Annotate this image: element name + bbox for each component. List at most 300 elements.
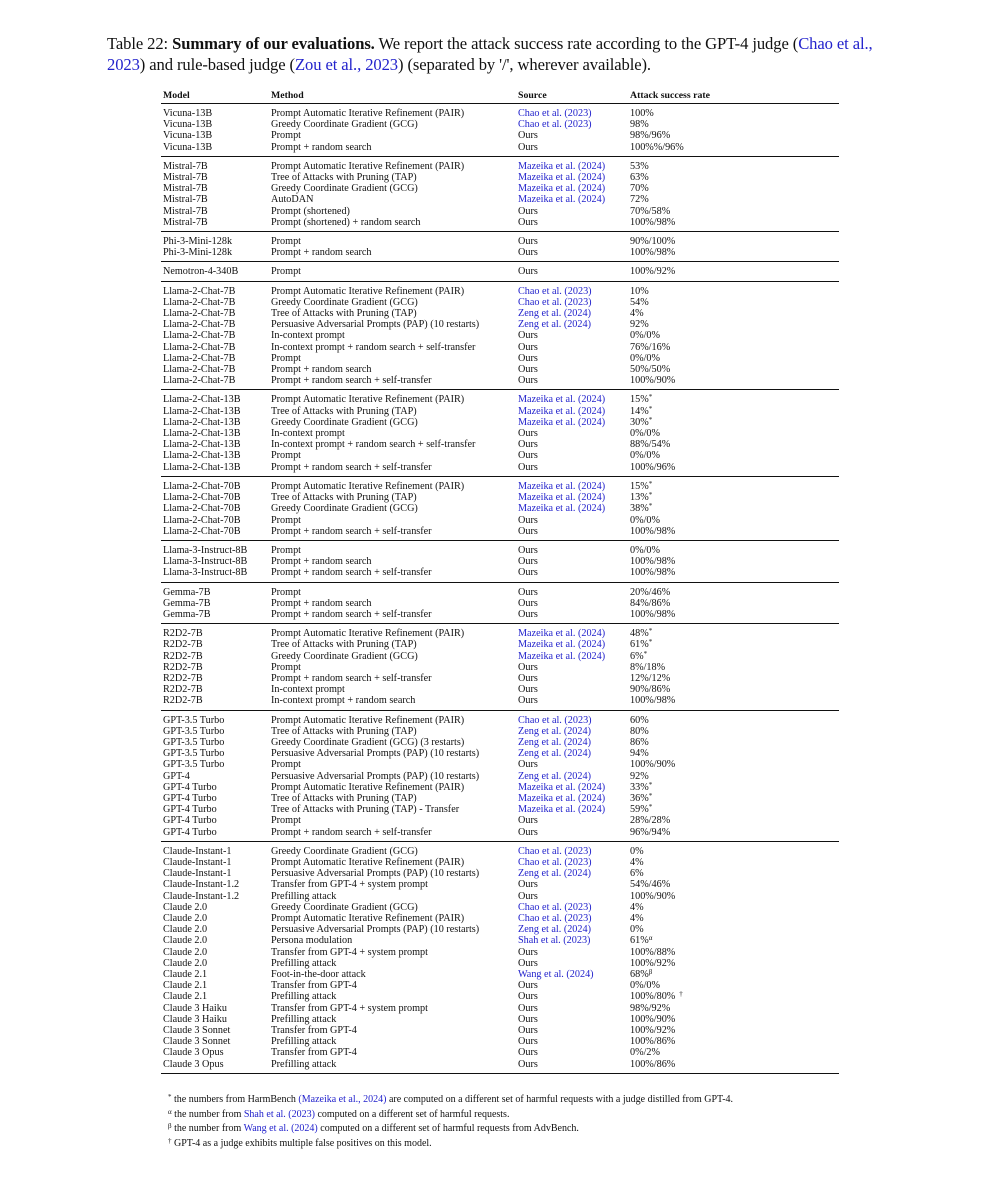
cell-source-citation[interactable]: Mazeika et al. (2024) — [518, 183, 606, 195]
table-row — [161, 748, 839, 759]
cell-model: Claude 2.1 — [163, 991, 208, 1003]
cell-source-citation[interactable]: Mazeika et al. (2024) — [518, 492, 606, 504]
asr-value: 13% — [630, 492, 649, 504]
table-row — [161, 868, 839, 879]
table-row — [161, 662, 839, 673]
cell-method: Prompt Automatic Iterative Refinement (PAIR) — [271, 394, 465, 406]
cell-method: Greedy Coordinate Gradient (GCG) — [271, 296, 418, 308]
cell-method: Persona modulation — [271, 935, 353, 947]
cell-source-citation[interactable]: Chao et al. (2023) — [518, 296, 592, 308]
cell-source-citation[interactable]: Mazeika et al. (2024) — [518, 160, 606, 172]
asr-value: 100%/92% — [630, 266, 676, 278]
cell-source-citation[interactable]: Mazeika et al. (2024) — [518, 792, 606, 804]
cell-model: Llama-2-Chat-13B — [163, 416, 241, 428]
asr-value: 15% — [630, 480, 649, 492]
cell-attack-success-rate — [628, 684, 839, 695]
cell-model: Claude 2.0 — [163, 946, 208, 958]
cell-source-citation[interactable]: Chao et al. (2023) — [518, 714, 592, 726]
cell-attack-success-rate — [628, 913, 839, 924]
cell-source-citation[interactable]: Chao et al. (2023) — [518, 108, 592, 119]
cell-source: Ours — [518, 980, 538, 992]
cell-source: Ours — [518, 205, 538, 217]
caption-citation-zou[interactable]: Zou et al., 2023 — [294, 55, 398, 74]
asr-value: 0% — [630, 924, 644, 936]
footnote-judge-false-positives — [168, 1137, 848, 1152]
cell-source-citation[interactable]: Mazeika et al. (2024) — [518, 394, 606, 406]
cell-attack-success-rate — [628, 891, 839, 902]
asr-value: 0%/2% — [630, 1047, 660, 1059]
asr-value: 92% — [630, 319, 649, 331]
cell-source: Ours — [518, 439, 538, 451]
asr-value: 88%/54% — [630, 439, 671, 451]
cell-method: Prompt Automatic Iterative Refinement (PAIR) — [271, 714, 465, 726]
cell-model: Claude 2.0 — [163, 957, 208, 969]
asr-footnote-mark: * — [648, 638, 653, 647]
cell-model: GPT-4 Turbo — [163, 781, 217, 793]
cell-source-citation[interactable]: Zeng et al. (2024) — [518, 736, 591, 748]
cell-source: Ours — [518, 759, 538, 771]
asr-value: 100%/92% — [630, 957, 676, 969]
table-row — [161, 737, 839, 748]
table-row — [161, 319, 839, 330]
cell-source-citation[interactable]: Shah et al. (2023) — [518, 935, 591, 947]
asr-footnote-mark: * — [648, 479, 653, 488]
cell-attack-success-rate — [628, 639, 839, 650]
cell-attack-success-rate — [628, 492, 839, 503]
cell-source-citation[interactable]: Mazeika et al. (2024) — [518, 639, 606, 651]
table-row — [161, 462, 839, 477]
footnote-citation[interactable]: Wang et al. (2024) — [243, 1123, 318, 1134]
cell-source-citation[interactable]: Mazeika et al. (2024) — [518, 781, 606, 793]
cell-model: GPT-3.5 Turbo — [163, 725, 225, 737]
cell-attack-success-rate — [628, 330, 839, 341]
cell-method: Prefilling attack — [269, 1059, 516, 1074]
table-row — [161, 1025, 839, 1036]
cell-model: GPT-3.5 Turbo — [163, 714, 225, 726]
cell-attack-success-rate — [628, 991, 839, 1002]
cell-source-citation[interactable]: Chao et al. (2023) — [518, 119, 592, 131]
cell-source-citation[interactable]: Chao et al. (2023) — [518, 901, 592, 913]
cell-model: Claude 2.0 — [163, 901, 208, 913]
table-row — [161, 947, 839, 958]
footnote-wang — [168, 1122, 848, 1137]
cell-source: Ours — [518, 684, 538, 696]
table-row — [161, 156, 839, 172]
cell-model: Claude-Instant-1 — [163, 868, 232, 880]
table-row — [161, 417, 839, 428]
cell-source: Ours — [518, 957, 538, 969]
asr-value: 4% — [630, 308, 644, 320]
cell-source-citation[interactable]: Mazeika et al. (2024) — [518, 194, 606, 206]
cell-source: Ours — [518, 428, 538, 440]
cell-source: Ours — [516, 262, 628, 281]
cell-model: Claude 3 Haiku — [163, 1013, 227, 1025]
cell-model: R2D2-7B — [163, 672, 203, 684]
asr-value: 68% — [630, 969, 649, 981]
cell-source: Ours — [516, 609, 628, 624]
cell-attack-success-rate — [628, 609, 839, 624]
cell-model: Mistral-7B — [161, 217, 269, 232]
cell-source: Ours — [516, 526, 628, 541]
asr-value: 0%/0% — [630, 428, 660, 440]
cell-source-citation[interactable]: Zeng et al. (2024) — [518, 868, 591, 880]
cell-method: Prompt — [271, 130, 302, 142]
cell-source: Ours — [518, 130, 538, 142]
cell-attack-success-rate — [628, 827, 839, 842]
table-row — [161, 651, 839, 662]
cell-attack-success-rate — [628, 710, 839, 726]
cell-model: Llama-2-Chat-7B — [163, 364, 236, 376]
asr-value: 60% — [630, 714, 649, 726]
cell-attack-success-rate — [628, 726, 839, 737]
asr-value: 61% — [630, 639, 649, 651]
cell-model: Gemma-7B — [163, 586, 211, 598]
cell-method: Greedy Coordinate Gradient (GCG) — [271, 845, 418, 857]
table-row — [161, 815, 839, 826]
cell-attack-success-rate — [628, 868, 839, 879]
results-table — [161, 89, 839, 1074]
cell-source-citation[interactable]: Mazeika et al. (2024) — [518, 503, 606, 515]
asr-value: 90%/86% — [630, 684, 671, 696]
cell-source: Ours — [516, 217, 628, 232]
asr-value: 90%/100% — [630, 236, 676, 248]
table-row — [161, 980, 839, 991]
cell-method: Prompt — [271, 544, 302, 556]
asr-value: 100%/90% — [630, 375, 676, 387]
cell-attack-success-rate — [628, 476, 839, 492]
asr-value: 53% — [630, 160, 649, 172]
asr-footnote-mark: * — [648, 393, 653, 402]
cell-method: Prompt Automatic Iterative Refinement (PAIR) — [271, 480, 465, 492]
cell-method: Prompt + random search — [269, 247, 516, 262]
cell-model: Claude 2.0 — [163, 935, 208, 947]
cell-method: Transfer from GPT-4 + system prompt — [271, 879, 428, 891]
footnote-shah — [168, 1108, 848, 1123]
cell-source-citation[interactable]: Zeng et al. (2024) — [518, 748, 591, 760]
cell-source: Ours — [518, 236, 538, 248]
cell-source: Ours — [516, 375, 628, 390]
cell-source-citation[interactable]: Chao et al. (2023) — [518, 856, 592, 868]
cell-model: Llama-2-Chat-7B — [163, 352, 236, 364]
asr-value: 4% — [630, 856, 644, 868]
cell-model: Llama-2-Chat-13B — [163, 428, 241, 440]
table-row — [161, 804, 839, 815]
cell-attack-success-rate — [628, 247, 839, 262]
cell-method: Prompt + random search + self-transfer — [269, 609, 516, 624]
cell-model: Claude 3 Opus — [161, 1059, 269, 1074]
cell-model: Llama-2-Chat-70B — [163, 492, 241, 504]
cell-source: Ours — [516, 142, 628, 157]
asr-footnote-mark: * — [648, 491, 653, 500]
asr-value: 100%/98% — [630, 695, 676, 707]
cell-attack-success-rate — [628, 417, 839, 428]
cell-source-citation[interactable]: Mazeika et al. (2024) — [518, 405, 606, 417]
cell-method: Tree of Attacks with Pruning (TAP) — [271, 492, 417, 504]
asr-value: 0%/0% — [630, 450, 660, 462]
table-row — [161, 567, 839, 582]
table-row — [161, 172, 839, 183]
cell-method: Prompt + random search + self-transfer — [269, 567, 516, 582]
table-row — [161, 684, 839, 695]
asr-value: 63% — [630, 172, 649, 184]
cell-method: Prompt (shortened) + random search — [269, 217, 516, 232]
cell-method: AutoDAN — [271, 194, 314, 206]
cell-model: Mistral-7B — [163, 194, 208, 206]
cell-source-citation[interactable]: Zeng et al. (2024) — [518, 725, 591, 737]
cell-source: Ours — [518, 946, 538, 958]
cell-model: Llama-2-Chat-13B — [161, 462, 269, 477]
asr-value: 92% — [630, 770, 649, 782]
cell-source: Ours — [518, 450, 538, 462]
asr-value: 59% — [630, 804, 649, 816]
cell-model: GPT-3.5 Turbo — [163, 736, 225, 748]
cell-method: Persuasive Adversarial Prompts (PAP) (10 restarts) — [271, 770, 480, 782]
cell-method: Prompt Automatic Iterative Refinement (PAIR) — [271, 285, 465, 297]
cell-attack-success-rate — [628, 406, 839, 417]
asr-value: 14% — [630, 405, 649, 417]
cell-attack-success-rate — [628, 364, 839, 375]
cell-source: Ours — [518, 1013, 538, 1025]
cell-model: Mistral-7B — [163, 205, 208, 217]
cell-model: Claude-Instant-1 — [163, 856, 232, 868]
cell-model: GPT-4 Turbo — [163, 792, 217, 804]
cell-source-citation[interactable]: Mazeika et al. (2024) — [518, 416, 606, 428]
table-row — [161, 958, 839, 969]
asr-footnote-mark: * — [648, 415, 653, 424]
cell-method: Tree of Attacks with Pruning (TAP) — [271, 308, 417, 320]
cell-method: Transfer from GPT-4 — [271, 1047, 357, 1059]
footnote-text: GPT-4 as a judge exhibits multiple false positives on this model. — [171, 1137, 432, 1149]
cell-method: Prompt Automatic Iterative Refinement (PAIR) — [271, 856, 465, 868]
cell-method: Prompt + random search + self-transfer — [269, 526, 516, 541]
cell-model: GPT-4 — [163, 770, 190, 782]
asr-value: 8%/18% — [630, 661, 666, 673]
cell-method: Greedy Coordinate Gradient (GCG) — [271, 416, 418, 428]
asr-value: 84%/86% — [630, 597, 671, 609]
table-row — [161, 540, 839, 556]
cell-attack-success-rate — [628, 782, 839, 793]
asr-value: 0%/0% — [630, 330, 660, 342]
table-row — [161, 782, 839, 793]
table-row — [161, 624, 839, 640]
cell-source-citation[interactable]: Chao et al. (2023) — [518, 845, 592, 857]
cell-method: Prompt (shortened) — [271, 205, 350, 217]
asr-value: 36% — [630, 792, 649, 804]
table-row — [161, 935, 839, 946]
cell-attack-success-rate — [628, 428, 839, 439]
cell-method: Prompt Automatic Iterative Refinement (PAIR) — [271, 781, 465, 793]
cell-model: Llama-2-Chat-13B — [163, 450, 241, 462]
header-source: Source — [516, 89, 628, 104]
cell-model: Claude 3 Sonnet — [163, 1036, 231, 1048]
table-row — [161, 726, 839, 737]
table-row — [161, 841, 839, 857]
asr-value: 12%/12% — [630, 672, 671, 684]
cell-method: In-context prompt + random search + self-transfer — [271, 341, 476, 353]
table-row — [161, 232, 839, 248]
cell-method: Prefilling attack — [271, 1036, 337, 1048]
cell-source: Ours — [516, 827, 628, 842]
cell-source-citation[interactable]: Zeng et al. (2024) — [518, 308, 591, 320]
cell-attack-success-rate — [628, 515, 839, 526]
cell-source: Ours — [518, 1025, 538, 1037]
cell-model: Mistral-7B — [163, 160, 208, 172]
cell-attack-success-rate — [628, 1059, 839, 1074]
cell-method: Prompt — [271, 661, 302, 673]
cell-model: Gemma-7B — [161, 609, 269, 624]
asr-value: 54% — [630, 296, 649, 308]
cell-model: Nemotron-4-340B — [161, 262, 269, 281]
table-row — [161, 827, 839, 842]
cell-source-citation[interactable]: Zeng et al. (2024) — [518, 924, 591, 936]
cell-source-citation[interactable]: Mazeika et al. (2024) — [518, 628, 606, 640]
table-row — [161, 556, 839, 567]
cell-method: Prompt + random search — [271, 597, 372, 609]
cell-model: R2D2-7B — [161, 695, 269, 710]
cell-method: In-context prompt — [271, 330, 345, 342]
table-row — [161, 1047, 839, 1058]
table-row — [161, 390, 839, 406]
cell-method: Transfer from GPT-4 + system prompt — [271, 1002, 428, 1014]
asr-value: 98% — [630, 119, 649, 131]
asr-value: 98%/92% — [630, 1002, 671, 1014]
cell-method: Prompt + random search + self-transfer — [269, 827, 516, 842]
header-attack-success-rate: Attack success rate — [628, 89, 839, 104]
cell-model: Llama-2-Chat-7B — [163, 308, 236, 320]
cell-method: Transfer from GPT-4 + system prompt — [271, 946, 428, 958]
cell-model: Llama-2-Chat-7B — [161, 375, 269, 390]
cell-model: Claude-Instant-1 — [163, 845, 232, 857]
cell-source: Ours — [518, 556, 538, 568]
cell-attack-success-rate — [628, 737, 839, 748]
cell-source-citation[interactable]: Mazeika et al. (2024) — [518, 172, 606, 184]
cell-attack-success-rate — [628, 232, 839, 248]
cell-attack-success-rate — [628, 104, 839, 120]
cell-method: Prompt — [269, 262, 516, 281]
table-row — [161, 142, 839, 157]
cell-attack-success-rate — [628, 130, 839, 141]
cell-attack-success-rate — [628, 194, 839, 205]
asr-value: 96%/94% — [630, 826, 671, 838]
asr-value: 100% — [630, 108, 654, 119]
cell-model: Llama-2-Chat-70B — [163, 514, 241, 526]
cell-method: Prompt Automatic Iterative Refinement (PAIR) — [271, 108, 465, 119]
cell-model: Claude-Instant-1.2 — [163, 890, 240, 902]
table-row — [161, 353, 839, 364]
cell-method: Greedy Coordinate Gradient (GCG) — [271, 503, 418, 515]
asr-footnote-mark: * — [648, 780, 653, 789]
header-method: Method — [269, 89, 516, 104]
table-row — [161, 793, 839, 804]
cell-attack-success-rate — [628, 540, 839, 556]
cell-method: Prompt Automatic Iterative Refinement (PAIR) — [271, 628, 465, 640]
cell-attack-success-rate — [628, 375, 839, 390]
cell-source: Ours — [518, 661, 538, 673]
cell-model: Mistral-7B — [163, 183, 208, 195]
table-row — [161, 924, 839, 935]
cell-method: Prompt — [271, 450, 302, 462]
footnote-symbol: β — [168, 1122, 172, 1130]
cell-source-citation[interactable]: Mazeika et al. (2024) — [518, 650, 606, 662]
cell-method: Prompt — [271, 352, 302, 364]
footnote-text: are computed on a different set of harmful requests with a judge distilled from GPT-4. — [386, 1094, 734, 1105]
cell-attack-success-rate — [628, 556, 839, 567]
asr-value: 100%%/96% — [630, 141, 684, 153]
cell-source-citation[interactable]: Wang et al. (2024) — [518, 969, 594, 981]
footnote-citation[interactable]: Shah et al. (2023) — [243, 1108, 315, 1120]
table-row — [161, 1003, 839, 1014]
cell-attack-success-rate — [628, 156, 839, 172]
cell-attack-success-rate — [628, 651, 839, 662]
cell-attack-success-rate — [628, 450, 839, 461]
table-row — [161, 297, 839, 308]
cell-attack-success-rate — [628, 804, 839, 815]
cell-model: Claude 2.1 — [163, 969, 208, 981]
cell-model: Llama-2-Chat-7B — [163, 330, 236, 342]
caption-title: Summary of our evaluations. — [172, 34, 375, 53]
caption-text-b: ) and rule-based judge ( — [139, 55, 295, 74]
cell-attack-success-rate — [628, 1025, 839, 1036]
cell-method: Prompt + random search + self-transfer — [269, 375, 516, 390]
table-row — [161, 281, 839, 297]
cell-source-citation[interactable]: Mazeika et al. (2024) — [518, 804, 606, 816]
cell-attack-success-rate — [628, 624, 839, 640]
cell-method: Persuasive Adversarial Prompts (PAP) (10 restarts) — [271, 924, 480, 936]
cell-attack-success-rate — [628, 1036, 839, 1047]
cell-model: Llama-3-Instruct-8B — [163, 544, 248, 556]
cell-source-citation[interactable]: Chao et al. (2023) — [518, 285, 592, 297]
cell-attack-success-rate — [628, 935, 839, 946]
table-row — [161, 364, 839, 375]
cell-method: Prefilling attack — [271, 957, 337, 969]
cell-attack-success-rate — [628, 183, 839, 194]
footnote-citation[interactable]: (Mazeika et al., 2024) — [298, 1094, 387, 1105]
asr-value: 100%/98% — [630, 216, 676, 228]
cell-source: Ours — [518, 544, 538, 556]
cell-method: Tree of Attacks with Pruning (TAP) — [271, 405, 417, 417]
cell-source-citation[interactable]: Zeng et al. (2024) — [518, 319, 591, 331]
cell-source: Ours — [518, 597, 538, 609]
caption-citation-chao[interactable]: Chao et al., 2023 — [107, 34, 873, 74]
cell-source-citation[interactable]: Mazeika et al. (2024) — [518, 480, 606, 492]
asr-value: 98%/96% — [630, 130, 671, 142]
cell-method: Prompt — [271, 514, 302, 526]
cell-method: In-context prompt — [271, 428, 345, 440]
cell-method: Greedy Coordinate Gradient (GCG) — [271, 650, 418, 662]
table-row — [161, 342, 839, 353]
cell-source: Ours — [516, 567, 628, 582]
cell-model: GPT-4 Turbo — [161, 827, 269, 842]
table-row — [161, 428, 839, 439]
cell-model: R2D2-7B — [163, 650, 203, 662]
table-row — [161, 902, 839, 913]
caption-label: Table 22: — [107, 34, 169, 53]
cell-source-citation[interactable]: Chao et al. (2023) — [518, 913, 592, 924]
cell-attack-success-rate — [628, 902, 839, 913]
cell-source: Ours — [516, 695, 628, 710]
cell-method: Prompt — [271, 815, 302, 827]
footnote-text: the numbers from HarmBench — [171, 1094, 299, 1105]
cell-attack-success-rate — [628, 1003, 839, 1014]
cell-source-citation[interactable]: Zeng et al. (2024) — [518, 770, 591, 782]
cell-attack-success-rate — [628, 119, 839, 130]
cell-attack-success-rate — [628, 526, 839, 541]
cell-method: Foot-in-the-door attack — [271, 969, 366, 981]
table-row — [161, 308, 839, 319]
asr-value: 80% — [630, 725, 649, 737]
table-row — [161, 492, 839, 503]
cell-method: Greedy Coordinate Gradient (GCG) — [271, 183, 418, 195]
